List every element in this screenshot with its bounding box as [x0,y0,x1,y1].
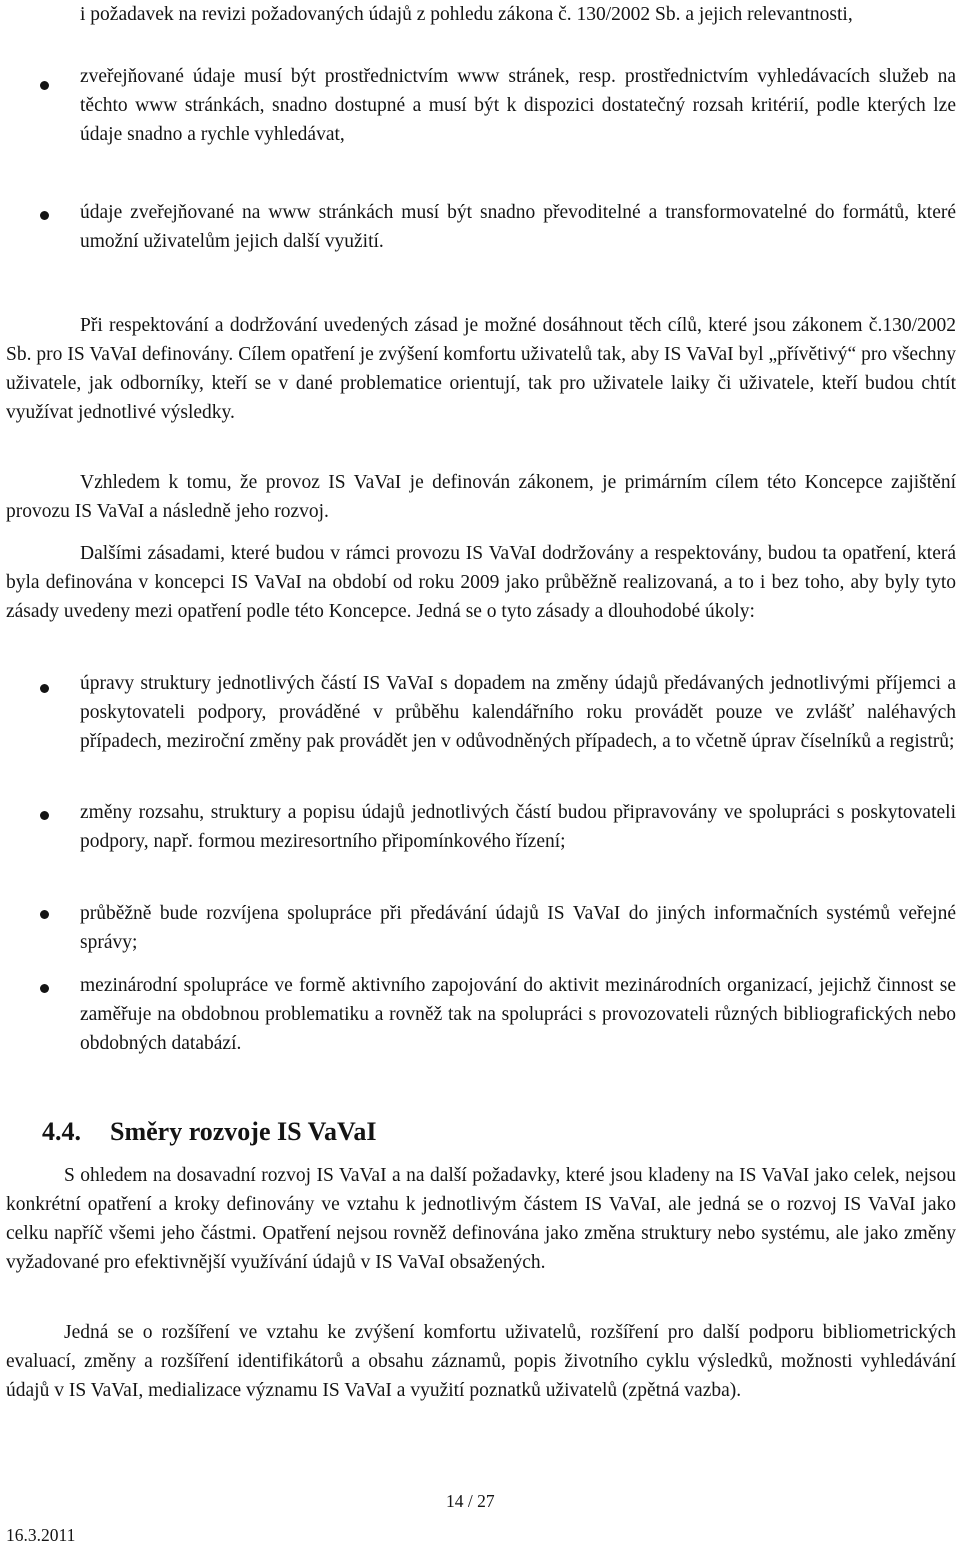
paragraph: Při respektování a dodržování uvedených zásad je možné dosáhnout těch cílů, které jsou zákonem č.130/2002 Sb. pro IS VaVaI definovány. Cílem opatření je zvýšení komfortu uživatelů tak, aby IS VaVaI byl „přívětivý“ pro všechny uživatele, jak odborníky, kteří se v dané problematice orientují, tak pro uživatele laiky či uživatele, kteří budou chtít využívat jednotlivé výsledky. [6,315,956,423]
paragraph: S ohledem na dosavadní rozvoj IS VaVaI a na další požadavky, které jsou kladeny na IS VaVaI jako celek, nejsou konkrétní opatření a kroky definovány ve vztahu k jednotlivým částem IS VaVaI, ale jedná se o rozvoj IS VaVaI jako celku napříč všemi jeho částmi. Opatření nejsou rovněž definována jako změna struktury nebo systému, ale jako změny vyžadované pro efektivnější využívání údajů v IS VaVaI obsažených. [6,1165,956,1273]
paragraph: Vzhledem k tomu, že provoz IS VaVaI je definován zákonem, je primárním cílem této Koncepce zajištění provozu IS VaVaI a následně jeho rozvoj. [6,472,956,522]
bullet-icon [40,81,49,90]
list-item: úpravy struktury jednotlivých částí IS VaVaI s dopadem na změny údajů předávaných jednotlivými příjemci a poskytovateli podpory, prováděné v průběhu kalendářního roku provádět pouze ve zvlášť naléhavých případech, meziroční změny pak provádět jen v odůvodněných případech, a to včetně úprav číselníků a registrů; [80,673,956,752]
section-number: 4.4. [42,1117,81,1146]
bullet-icon [40,984,49,993]
paragraph: Jedná se o rozšíření ve vztahu ke zvýšení komfortu uživatelů, rozšíření pro další podporu bibliometrických evaluací, změny a rozšíření identifikátorů a obsahu záznamů, popis životního cyklu výsledků, možnosti vyhledávání údajů v IS VaVaI, medializace významu IS VaVaI a využití poznatků uživatelů (zpětná vazba). [6,1322,956,1401]
section-title: Směry rozvoje IS VaVaI [110,1117,377,1146]
list-item: průběžně bude rozvíjena spolupráce při předávání údajů IS VaVaI do jiných informačních systémů veřejné správy; [80,903,956,953]
continued-bullet-text: i požadavek na revizi požadovaných údajů z pohledu zákona č. 130/2002 Sb. a jejich relevantnosti, [80,4,853,25]
list-item: mezinárodní spolupráce ve formě aktivního zapojování do aktivit mezinárodních organizací, jejichž činnost se zaměřuje na obdobnou problematiku a rovněž tak na spolupráci s provozovateli různých bibliografických nebo obdobných databází. [80,975,956,1054]
footer-date: 16.3.2011 [6,1525,76,1545]
bullet-icon [40,811,49,820]
bullet-icon [40,211,49,220]
page-number: 14 / 27 [446,1491,495,1511]
section-heading [42,1116,377,1148]
bullet-icon [40,684,49,693]
list-item: údaje zveřejňované na www stránkách musí být snadno převoditelné a transformovatelné do formátů, které umožní uživatelům jejich další využití. [80,202,956,252]
bullet-icon [40,910,49,919]
list-item: zveřejňované údaje musí být prostřednictvím www stránek, resp. prostřednictvím vyhledávacích služeb na těchto www stránkách, snadno dostupné a musí být k dispozici dostatečný rozsah kritérií, podle kterých lze údaje snadno a rychle vyhledávat, [80,66,956,145]
list-item: změny rozsahu, struktury a popisu údajů jednotlivých částí budou připravovány ve spolupráci s poskytovateli podpory, např. formou meziresortního připomínkového řízení; [80,802,956,852]
paragraph: Dalšími zásadami, které budou v rámci provozu IS VaVaI dodržovány a respektovány, budou ta opatření, která byla definována v koncepci IS VaVaI na období od roku 2009 jako průběžně realizovaná, a to i bez toho, aby byly tyto zásady uvedeny mezi opatření podle této Koncepce. Jedná se o tyto zásady a dlouhodobé úkoly: [6,543,956,622]
